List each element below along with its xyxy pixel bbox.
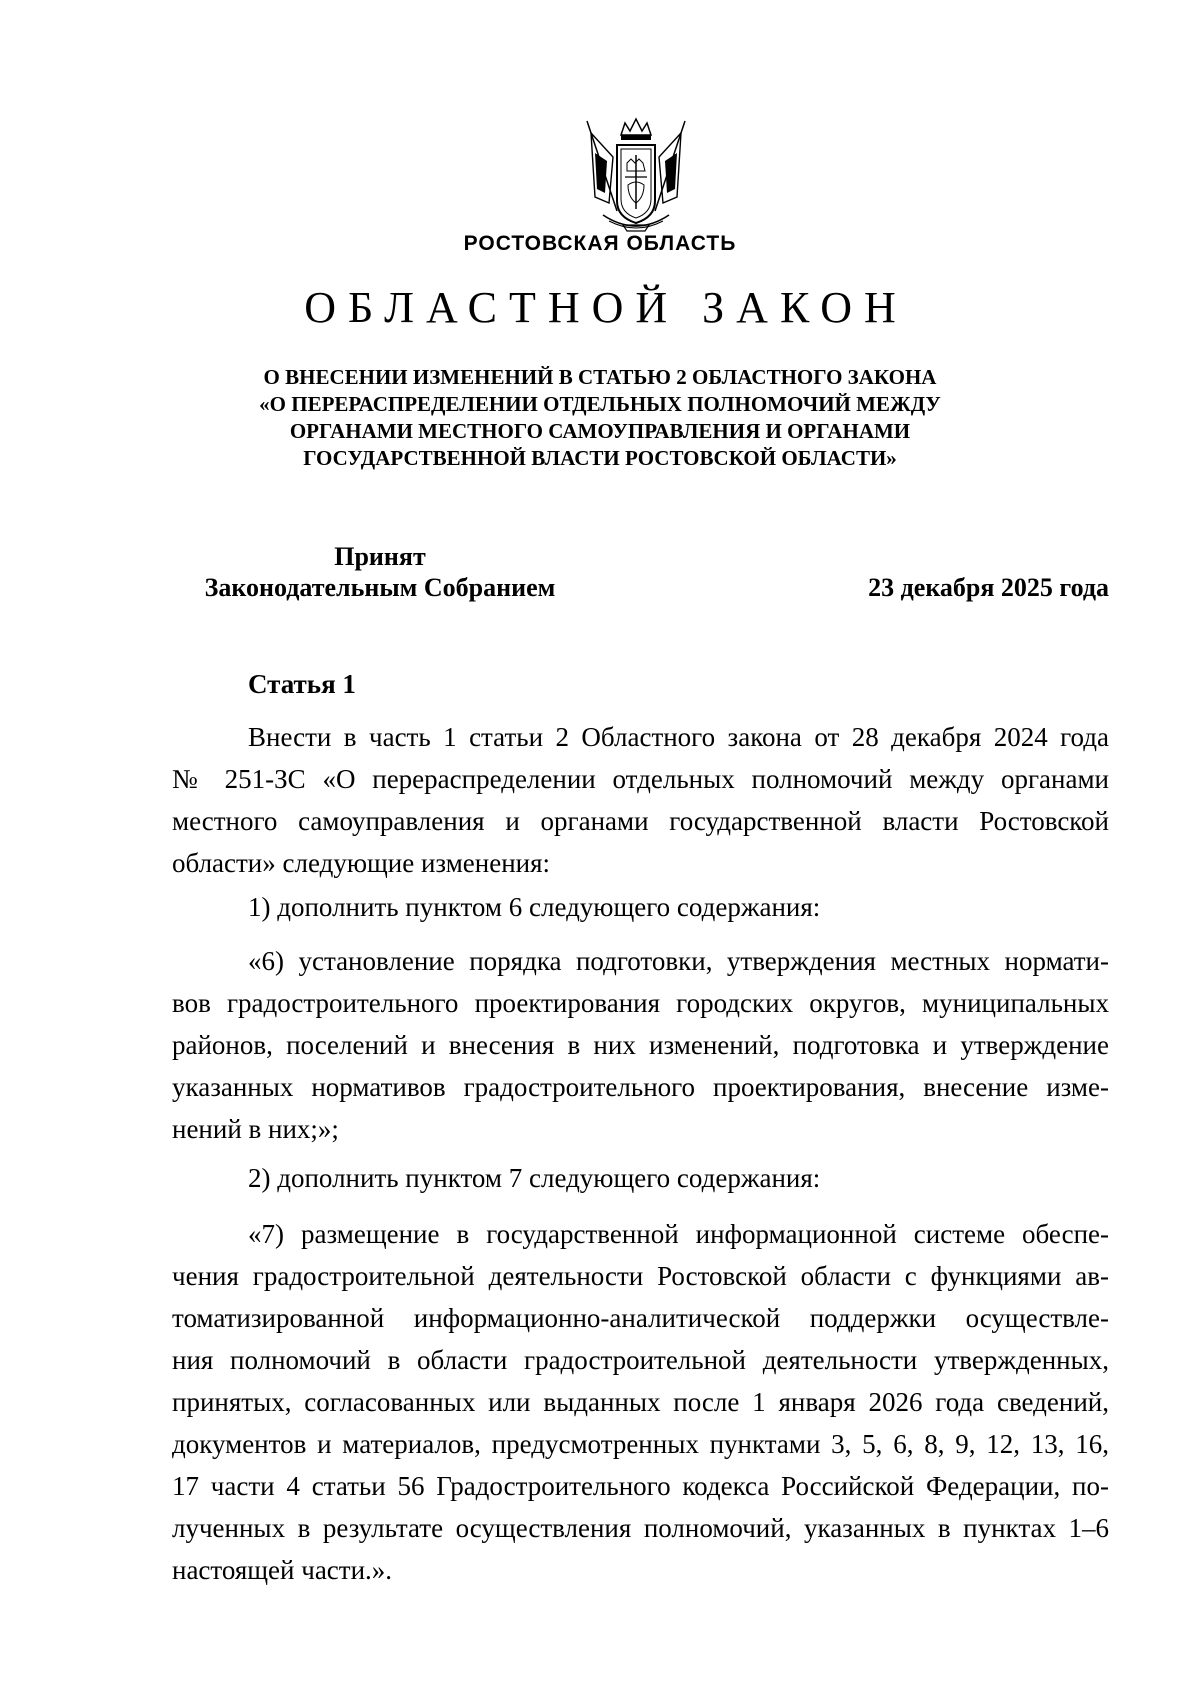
text-line: чения градостроительной деятельности Ростовской области с функциями ав-	[172, 1261, 1109, 1291]
text-line: местного самоуправления и органами государственной власти Ростовской	[172, 806, 1109, 836]
text-line: «6) установление порядка подготовки, утверждения местных нормати-	[248, 946, 1109, 976]
text-line: Внести в часть 1 статьи 2 Областного закона от 28 декабря 2024 года	[248, 722, 1109, 752]
adopted-label: Принят	[334, 542, 426, 571]
text-line: указанных нормативов градостроительного проектирования, внесение изме-	[172, 1072, 1109, 1102]
text-line: настоящей части.».	[172, 1555, 393, 1585]
text-line: 17 части 4 статьи 56 Градостроительного кодекса Российской Федерации, по-	[172, 1471, 1109, 1501]
text-line: ния полномочий в области градостроительной деятельности утвержденных,	[172, 1345, 1109, 1375]
text-line: «7) размещение в государственной информационной системе обеспе-	[248, 1219, 1109, 1249]
region-name: РОСТОВСКАЯ ОБЛАСТЬ	[463, 232, 737, 255]
text-line: 1) дополнить пунктом 6 следующего содержания:	[248, 892, 821, 922]
text-line: области» следующие изменения:	[172, 848, 551, 878]
text-line: принятых, согласованных или выданных после 1 января 2026 года сведений,	[172, 1387, 1109, 1417]
article-heading: Статья 1	[248, 669, 356, 699]
item-1-text	[172, 940, 1109, 1150]
text-line: № 251-ЗС «О перераспределении отдельных полномочий между органами	[172, 764, 1109, 794]
item-2-intro	[172, 1157, 1109, 1199]
law-title	[100, 364, 1100, 472]
adoption-date: 23 декабря 2025 года	[868, 573, 1109, 602]
law-title-line: ОРГАНАМИ МЕСТНОГО САМОУПРАВЛЕНИЯ И ОРГАНАМИ	[289, 419, 911, 443]
text-line: нений в них;»;	[172, 1114, 339, 1144]
adoption-block	[160, 541, 600, 603]
text-line: томатизированной информационно-аналитической поддержки осуществле-	[172, 1303, 1109, 1333]
text-line: районов, поселений и внесения в них изменений, подготовка и утверждение	[172, 1030, 1109, 1060]
item-1-intro	[172, 886, 1109, 928]
adopted-by: Законодательным Собранием	[204, 573, 556, 602]
law-title-line: «О ПЕРЕРАСПРЕДЕЛЕНИИ ОТДЕЛЬНЫХ ПОЛНОМОЧИЙ МЕЖДУ	[259, 392, 941, 416]
article-intro	[172, 716, 1109, 884]
text-line: документов и материалов, предусмотренных пунктами 3, 5, 6, 8, 9, 12, 13, 16,	[172, 1429, 1109, 1459]
text-line: вов градостроительного проектирования городских округов, муниципальных	[172, 988, 1109, 1018]
law-title-line: ГОСУДАРСТВЕННОЙ ВЛАСТИ РОСТОВСКОЙ ОБЛАСТИ»	[303, 446, 897, 470]
document-type: ОБЛАСТНОЙ ЗАКОН	[304, 283, 908, 332]
text-line: лученных в результате осуществления полномочий, указанных в пунктах 1–6	[172, 1513, 1109, 1543]
law-title-line: О ВНЕСЕНИИ ИЗМЕНЕНИЙ В СТАТЬЮ 2 ОБЛАСТНОГО ЗАКОНА	[263, 365, 937, 389]
text-line: 2) дополнить пунктом 7 следующего содержания:	[248, 1163, 821, 1193]
rostov-oblast-coat-of-arms-icon	[583, 113, 689, 237]
item-2-text	[172, 1213, 1109, 1591]
